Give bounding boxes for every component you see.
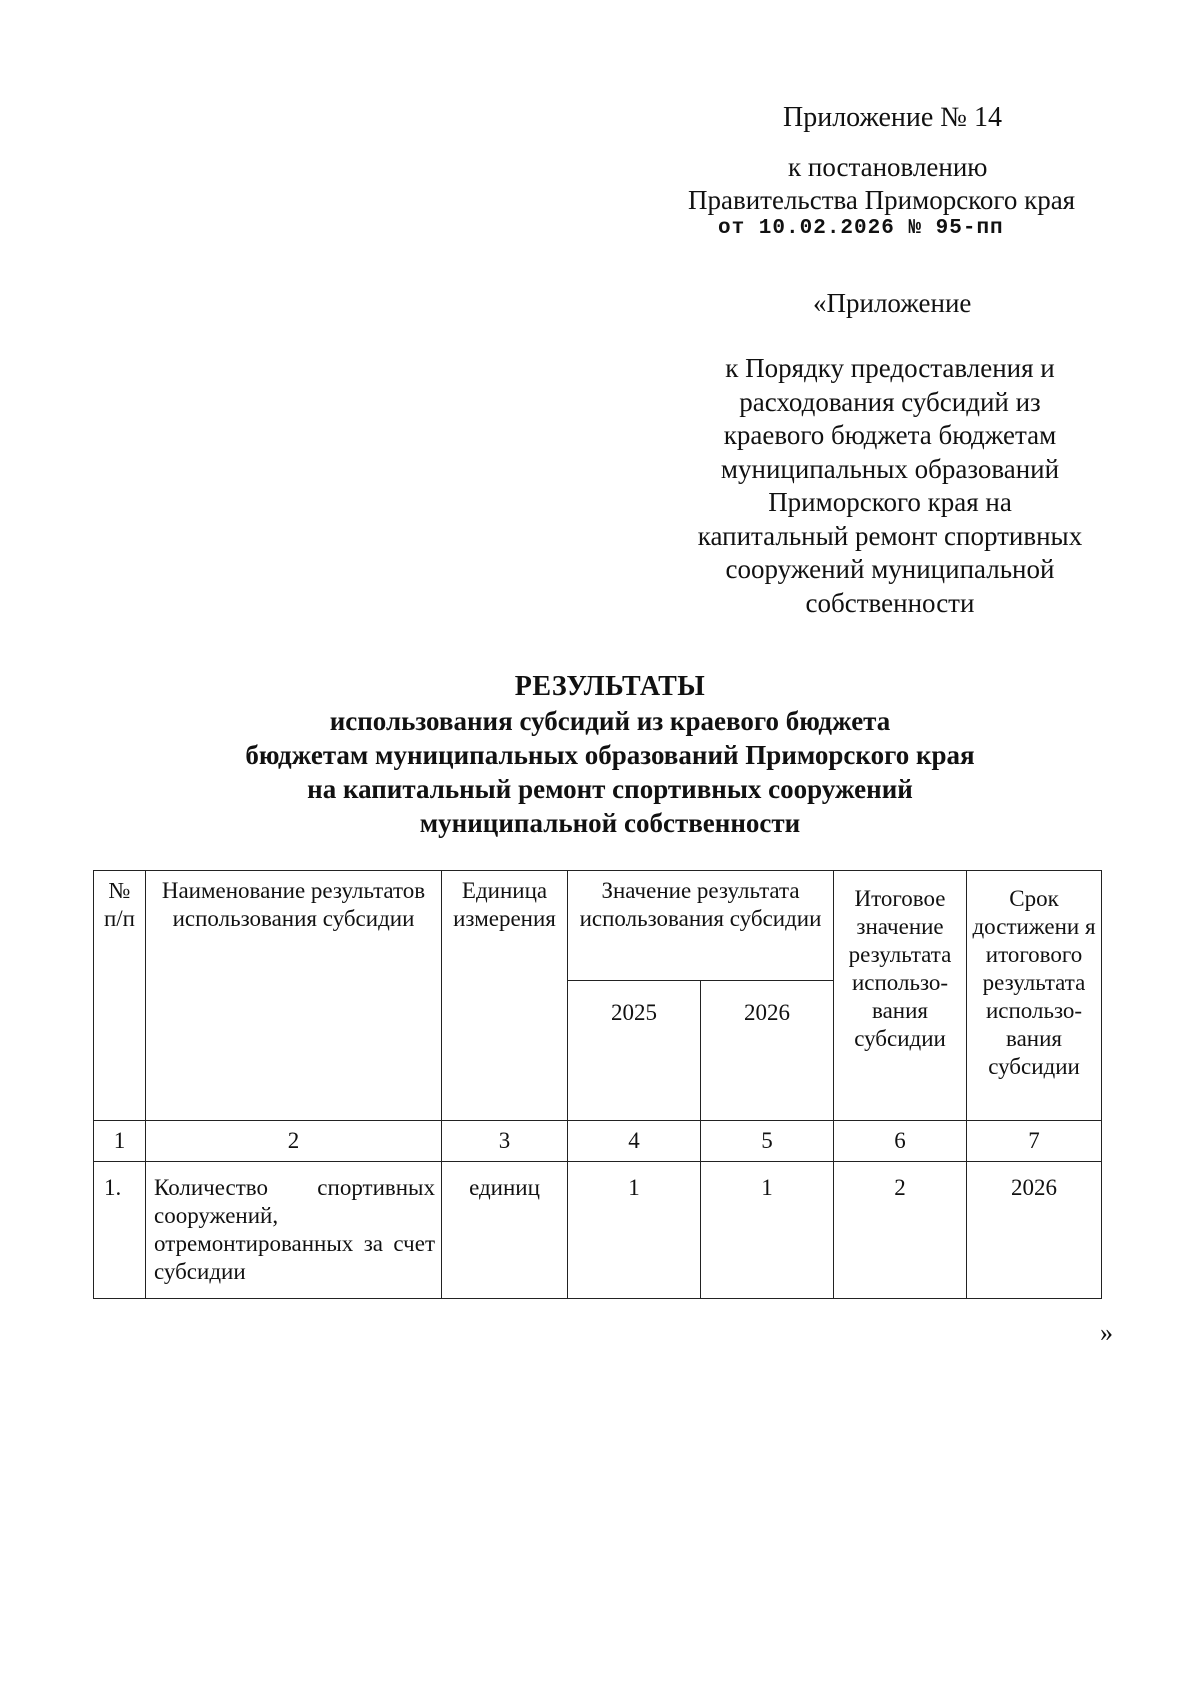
sub-appendix-line: к Порядку предоставления и: [725, 353, 1055, 383]
resolution-date-number: от 10.02.2026 № 95-пп: [718, 217, 1004, 240]
sub-appendix-line: собственности: [805, 587, 975, 618]
row-deadline: 2026: [967, 1162, 1102, 1299]
sub-appendix-line: расходования субсидий из: [739, 386, 1041, 417]
header-name: Наименование результатов использования субсидии: [146, 871, 442, 1121]
header-year-2025: 2025: [568, 981, 701, 1121]
sub-appendix-line: капитальный ремонт спортивных: [697, 520, 1083, 551]
sub-appendix-label: «Приложение: [813, 288, 972, 318]
column-number-row: [94, 1121, 1102, 1162]
row-final-value: 2: [834, 1162, 967, 1299]
sub-appendix-line: Приморского края на: [768, 487, 1012, 517]
row-num: 1.: [94, 1162, 146, 1299]
sub-appendix-text: [680, 352, 1100, 620]
document-title: [180, 670, 1040, 840]
header-year-2026: 2026: [701, 981, 834, 1121]
column-number: 7: [967, 1121, 1102, 1162]
header-value-group: Значение результата использования субсидии: [568, 871, 834, 981]
header-unit: Единица измерения: [442, 871, 568, 1121]
header-num: № п/п: [94, 871, 146, 1121]
title-line: на капитальный ремонт спортивных сооружений: [307, 774, 913, 804]
to-resolution-text: к постановлению: [788, 152, 988, 182]
table-row: [94, 1162, 1102, 1299]
sub-appendix-line: сооружений муниципальной: [725, 554, 1055, 584]
column-number: 6: [834, 1121, 967, 1162]
title-line: использования субсидий из краевого бюджета: [329, 706, 891, 736]
row-value-2026: 1: [701, 1162, 834, 1299]
title-line: бюджетам муниципальных образований Приморского края: [245, 740, 975, 770]
title-line: муниципальной собственности: [419, 808, 801, 838]
column-number: 3: [442, 1121, 568, 1162]
column-number: 2: [146, 1121, 442, 1162]
column-number: 4: [568, 1121, 701, 1162]
column-number: 5: [701, 1121, 834, 1162]
row-unit: единиц: [442, 1162, 568, 1299]
title-main: РЕЗУЛЬТАТЫ: [514, 671, 706, 702]
header-deadline: Срок достижени я итогового результата использо-вания субсидии: [967, 871, 1102, 1121]
appendix-number: Приложение № 14: [783, 102, 1002, 133]
column-number: 1: [94, 1121, 146, 1162]
results-table: [93, 870, 1102, 1299]
sub-appendix-line: муниципальных образований: [720, 453, 1060, 484]
closing-quote: »: [1100, 1318, 1113, 1347]
row-value-2025: 1: [568, 1162, 701, 1299]
row-name: Количество спортивных сооружений, отремонтированных за счет субсидии: [146, 1162, 442, 1299]
sub-appendix-line: краевого бюджета бюджетам: [723, 420, 1057, 450]
header-final-value: Итоговое значение результата использо-вания субсидии: [834, 871, 967, 1121]
government-text: Правительства Приморского края: [688, 185, 1076, 215]
